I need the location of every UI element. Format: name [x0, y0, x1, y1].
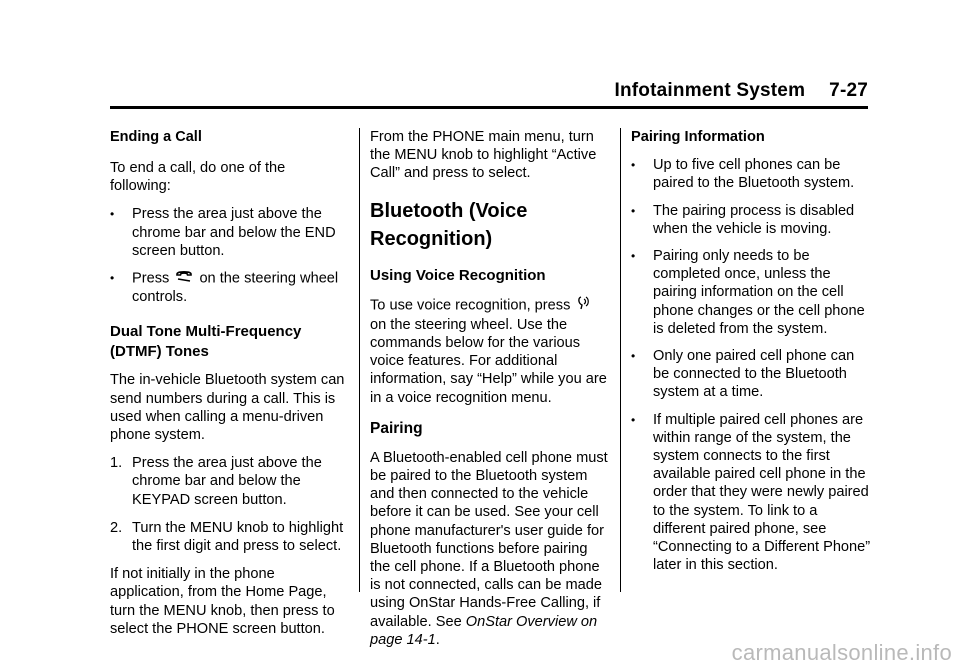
bluetooth-voice-heading: Bluetooth (Voice Recognition) — [370, 199, 528, 250]
bullet-icon: • — [631, 412, 636, 427]
bullet-text: Pairing only needs to be completed once, unless the pairing information on the cell phone changes or the cell phone is deleted from the system. — [653, 248, 865, 337]
using-vr-suffix: on the steering wheel. Use the commands below for the various voice features. For additional information, say “Help” while you are in a voice recognition menu. — [370, 316, 607, 406]
using-vr-heading: Using Voice Recognition — [370, 266, 546, 284]
step-text: Press the area just above the chrome bar and below the KEYPAD screen button. — [132, 455, 322, 508]
step-text: Turn the MENU knob to highlight the first digit and press to select. — [132, 519, 344, 555]
pairing-heading: Pairing — [370, 419, 423, 437]
bullet-text: Only one paired cell phone can be connected to the Bluetooth system at a time. — [653, 348, 855, 401]
bullet-suffix: on the steering wheel controls. — [132, 270, 339, 306]
ending-call-intro: To end a call, do one of the following: — [110, 160, 286, 195]
watermark: carmanualsonline.info — [731, 640, 952, 665]
bullet-icon: • — [631, 349, 636, 364]
bullet-icon: • — [110, 271, 115, 286]
phone-menu-text: From the PHONE main menu, turn the MENU knob to highlight “Active Call” and press to select. — [370, 129, 597, 182]
page-number: 7-27 — [829, 80, 868, 101]
column-1 — [110, 128, 350, 648]
bullet-text: If multiple paired cell phones are within range of the system, the system connects to the first available paired cell phone in the order that they were newly paired to the system. To link to a different paired phone, see “Connecting to a Different Phone” later in this section. — [653, 411, 871, 574]
list-item — [631, 347, 871, 402]
list-item — [631, 156, 871, 192]
list-item — [110, 269, 350, 306]
list-item — [110, 454, 350, 509]
page-header — [110, 80, 868, 109]
pairing-body: A Bluetooth-enabled cell phone must be paired to the Bluetooth system and then connected to the vehicle before it can be used. See your cell phone manufacturer's user guide for Bluetooth functions before pairing the cell phone. If a Bluetooth phone is not connected, calls can be made using OnStar Hands-Free Calling, if available. See — [370, 449, 608, 630]
pairing-text — [370, 449, 610, 649]
step-number: 2. — [110, 519, 123, 536]
column-2 — [370, 128, 610, 659]
ending-call-heading: Ending a Call — [110, 129, 202, 145]
bullet-icon: • — [110, 207, 115, 222]
dtmf-heading: Dual Tone Multi-Frequency (DTMF) Tones — [110, 323, 302, 361]
list-item — [631, 247, 871, 338]
pairing-info-label: Pairing Information — [631, 129, 765, 145]
dtmf-outro: If not initially in the phone application, from the Home Page, turn the MENU knob, then press to select the PHONE screen button. — [110, 566, 335, 637]
list-item — [631, 202, 871, 238]
pairing-end: . — [435, 631, 440, 648]
using-vr-prefix: To use voice recognition, press — [370, 297, 571, 314]
list-item — [631, 411, 871, 575]
list-item — [110, 519, 350, 555]
bullet-text: The pairing process is disabled when the vehicle is moving. — [653, 202, 855, 237]
end-call-icon — [175, 269, 193, 288]
bullet-icon: • — [631, 158, 636, 173]
bullet-text: Press the area just above the chrome bar and below the END screen button. — [132, 206, 336, 259]
list-item — [110, 205, 350, 260]
voice-recognition-icon — [576, 295, 590, 316]
column-divider-1 — [359, 128, 360, 592]
dtmf-intro: The in-vehicle Bluetooth system can send numbers during a call. This is used when calling a menu-driven phone system. — [110, 372, 345, 444]
section-title: Infotainment System — [614, 80, 806, 101]
column-3 — [631, 128, 871, 583]
pairing-reference: OnStar Overview on page 14-1 — [370, 613, 598, 648]
bullet-text: Up to five cell phones can be paired to the Bluetooth system. — [653, 157, 855, 192]
bullet-icon: • — [631, 203, 636, 218]
step-number: 1. — [110, 455, 123, 472]
using-vr-text — [370, 295, 610, 407]
column-divider-2 — [620, 128, 621, 592]
bullet-icon: • — [631, 249, 636, 264]
bullet-prefix: Press — [132, 270, 170, 287]
header-text — [615, 80, 869, 102]
